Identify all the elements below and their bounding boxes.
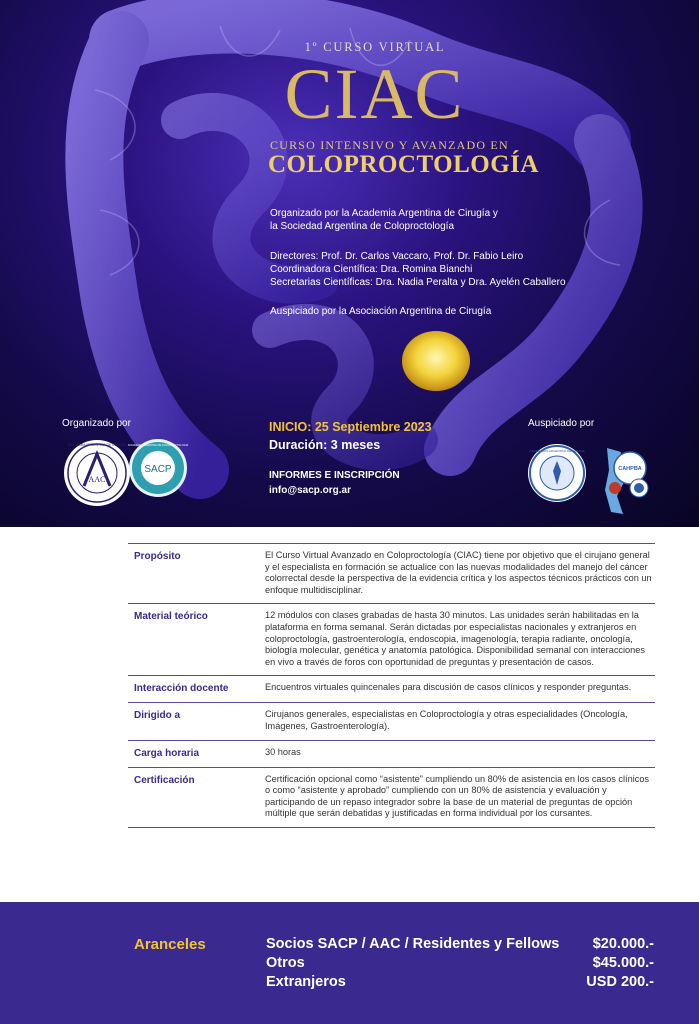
fee-price: $45.000.- <box>592 955 654 971</box>
fees-panel <box>0 902 699 1024</box>
svg-text:ACADEMIA ARGENTINA DE CIRUGIA: ACADEMIA ARGENTINA DE CIRUGIA <box>67 443 127 447</box>
table-row <box>128 702 655 739</box>
fee-name: Socios SACP / AAC / Residentes y Fellows <box>266 936 560 952</box>
row-value: El Curso Virtual Avanzado en Coloproctología (CIAC) tiene por objetivo que el cirujano general y el especialista en formación se actualice con las nuevas modalidades del manejo del cáncer colorrectal desde la perspectiva de la evidencia crítica y los aspectos técnicos prácticos con un enfoque multidisciplinar. <box>265 550 652 595</box>
row-value: 12 módulos con clases grabadas de hasta 30 minutos. Las unidades serán habilitadas en la plataforma en forma semanal. Serán dictadas por especialistas nacionales y extranjeros en coloproctología, gastroenterología, endoscopia, imagenología, terapia radiante, oncología, biología molecular, genética y anatomía patológica. Disponibilidad semanal con interacciones en vivo a través de foros con oportunidad de preguntas y presentación de casos. <box>265 610 645 667</box>
course-specialty: COLOPROCTOLOGÍA <box>268 151 539 178</box>
contact-email[interactable]: info@sacp.org.ar <box>269 485 351 496</box>
table-row <box>128 543 655 603</box>
table-row <box>128 675 655 702</box>
course-acronym: CIAC <box>284 54 465 134</box>
svg-text:CAHPBA: CAHPBA <box>618 466 642 472</box>
sacp-logo <box>128 438 188 498</box>
duration: Duración: 3 meses <box>269 438 381 452</box>
fee-price: USD 200.- <box>586 974 654 990</box>
staff-text <box>270 250 590 289</box>
row-label: Certificación <box>134 774 195 786</box>
organizers-text: Organizado por la Academia Argentina de Cirugía y la Sociedad Argentina de Coloproctología <box>270 208 498 232</box>
svg-text:AAC: AAC <box>88 475 106 484</box>
svg-text:ASOCIACION ARGENTINA DE CIRUGI: ASOCIACION ARGENTINA DE CIRUGIA <box>529 449 585 453</box>
row-label: Interacción docente <box>134 683 229 695</box>
fee-name: Otros <box>266 955 305 971</box>
organized-by-label: Organizado por <box>62 418 131 429</box>
auspice-text: Auspiciado por la Asociación Argentina de Cirugía <box>270 306 492 317</box>
row-label: Dirigido a <box>134 710 181 722</box>
svg-text:SOCIEDAD ARGENTINA DE COLOPROC: SOCIEDAD ARGENTINA DE COLOPROCTOLOGIA <box>128 444 188 447</box>
course-info-table <box>128 543 655 828</box>
row-value: Encuentros virtuales quincenales para discusión de casos clínicos y responder preguntas. <box>265 682 632 693</box>
fees-label: Aranceles <box>134 936 206 953</box>
directors: Directores: Prof. Dr. Carlos Vaccaro, Prof. Dr. Fabio Leiro <box>270 251 524 262</box>
contact-heading: INFORMES E INSCRIPCIÓN <box>269 470 400 481</box>
svg-text:SACP: SACP <box>144 464 172 475</box>
fee-price: $20.000.- <box>592 936 654 952</box>
sponsored-by-label: Auspiciado por <box>528 418 595 429</box>
aac-association-logo <box>527 443 587 503</box>
row-value: Certificación opcional como “asistente” cumpliendo un 80% de asistencia en los casos clínicos o como “asistente y aprobado” cumpliendo con un 80% de asistencia y evaluación y participando de un repaso integrador sobre la base de un material de preguntas de opción múltiple que serán debatidas y justificadas en forma individual por los cursantes. <box>265 773 650 819</box>
aac-logo <box>62 438 132 508</box>
table-row <box>128 767 655 828</box>
secretaries: Secretarias Científicas: Dra. Nadia Peralta y Dra. Ayelén Caballero <box>270 277 566 288</box>
course-kicker: 1º CURSO VIRTUAL <box>304 40 446 54</box>
coordinator: Coordinadora Científica: Dra. Romina Bianchi <box>270 264 473 275</box>
table-row <box>128 740 655 767</box>
cahpba-logo <box>599 446 651 516</box>
start-date: INICIO: 25 Septiembre 2023 <box>269 420 432 434</box>
row-label: Carga horaria <box>134 747 200 759</box>
course-subtitle: CURSO INTENSIVO Y AVANZADO EN <box>270 138 509 152</box>
row-label: Propósito <box>134 551 181 562</box>
row-label: Material teórico <box>134 611 208 623</box>
row-value: 30 horas <box>265 746 301 757</box>
table-row <box>128 603 655 675</box>
fee-name: Extranjeros <box>266 974 346 990</box>
row-value: Cirujanos generales, especialistas en Coloproctología y otras especialidades (Oncología, Imágenes, Gastroenterología). <box>265 709 628 731</box>
tumor-highlight <box>402 331 470 391</box>
